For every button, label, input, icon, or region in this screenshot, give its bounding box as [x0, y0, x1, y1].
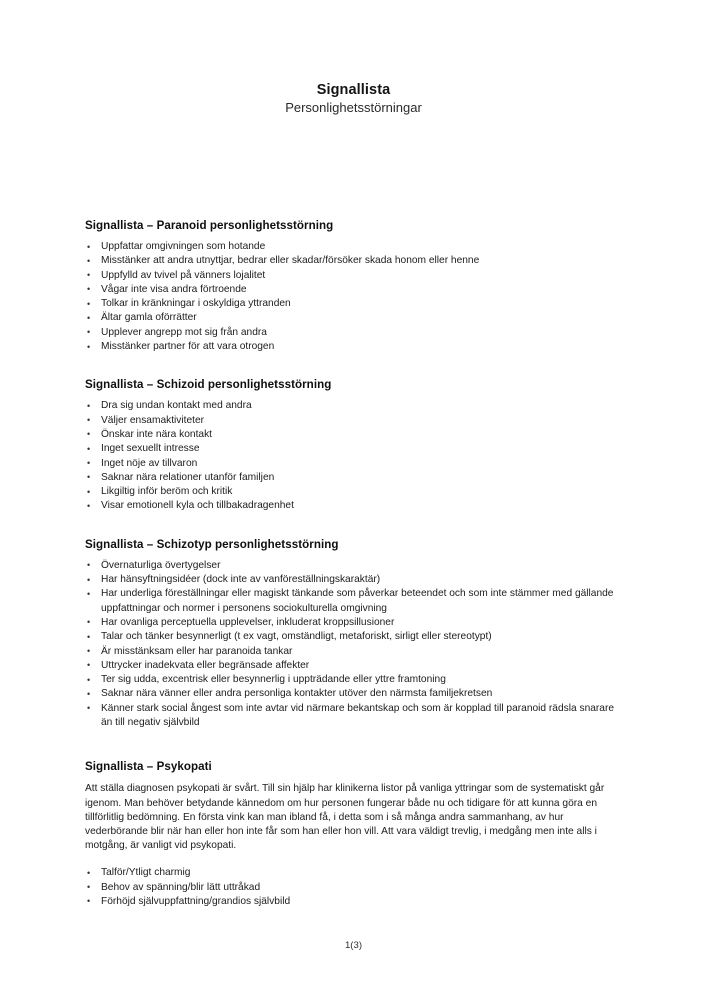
- list-item: • Ter sig udda, excentrisk eller besynnerlig i uppträdande eller yttre framtoning: [85, 673, 625, 687]
- section-psykopati: [85, 760, 625, 909]
- list-item: • Talar och tänker besynnerligt (t ex vagt, omständligt, metaforiskt, sirligt eller stereotypt): [85, 630, 625, 644]
- list-item: • Uppfattar omgivningen som hotande: [85, 240, 625, 254]
- bullet-list: [85, 866, 625, 909]
- list-item: • Har ovanliga perceptuella upplevelser, inkluderat kroppsillusioner: [85, 616, 625, 630]
- bullet-list: [85, 559, 625, 731]
- list-item: • Talför/Ytligt charmig: [85, 866, 625, 880]
- section-heading: Signallista – Psykopati: [85, 760, 212, 774]
- section-paragraph: Att ställa diagnosen psykopati är svårt. Till sin hjälp har klinikerna listor på vanliga yttringar som de systematiskt går igenom. Man behöver betydande kännedom om hur personen fungerar både nu och tidigare för att kunna göra en tillförlitlig bedömning. En första vink kan man ibland få, i detta som i så många andra sammanhang, av hur vederbörande blir när han eller hon inte får som han eller hon vill. Att vara väldigt trevlig, i medgång men inte alls i motgång, är vanligt vid psykopati.: [85, 783, 605, 852]
- list-item: • Är misstänksam eller har paranoida tankar: [85, 645, 625, 659]
- page-footer: [0, 940, 707, 952]
- list-item: • Uttrycker inadekvata eller begränsade affekter: [85, 659, 625, 673]
- paragraph-spacer: [85, 853, 625, 866]
- list-item: • Visar emotionell kyla och tillbakadragenhet: [85, 499, 625, 513]
- document-header: [0, 82, 707, 116]
- list-item: • Likgiltig inför beröm och kritik: [85, 485, 625, 499]
- list-item: • Förhöjd självuppfattning/grandios självbild: [85, 895, 625, 909]
- list-item: • Saknar nära vänner eller andra personliga kontakter utöver den närmsta familjekretsen: [85, 687, 625, 701]
- section-heading: Signallista – Paranoid personlighetsstörning: [85, 219, 334, 232]
- bullet-list: [85, 399, 625, 513]
- list-item: • Har underliga föreställningar eller magiskt tänkande som påverkar beteendet och som inte stämmer med gällande uppfattningar och normer i personens sociokulturella omgivning: [85, 587, 625, 616]
- document-body: [85, 219, 625, 909]
- list-item: • Övernaturliga övertygelser: [85, 559, 625, 573]
- section-paranoid: [85, 219, 625, 354]
- section-heading: Signallista – Schizotyp personlighetsstörning: [85, 537, 339, 551]
- list-item: • Ältar gamla oförrätter: [85, 311, 625, 325]
- list-item: • Vågar inte visa andra förtroende: [85, 283, 625, 297]
- list-item: • Har hänsyftningsidéer (dock inte av vanföreställningskaraktär): [85, 573, 625, 587]
- page-number: 1(3): [344, 940, 363, 951]
- list-item: • Önskar inte nära kontakt: [85, 428, 625, 442]
- document-subtitle: Personlighetsstörningar: [285, 100, 422, 115]
- list-item: • Inget nöje av tillvaron: [85, 457, 625, 471]
- section-schizoid: [85, 378, 625, 513]
- list-item: • Inget sexuellt intresse: [85, 442, 625, 456]
- list-item: • Dra sig undan kontakt med andra: [85, 399, 625, 413]
- list-item: • Misstänker att andra utnyttjar, bedrar eller skadar/försöker skada honom eller henne: [85, 254, 625, 268]
- list-item: • Väljer ensamaktiviteter: [85, 414, 625, 428]
- section-heading: Signallista – Schizoid personlighetsstörning: [85, 378, 332, 392]
- list-item: • Uppfylld av tvivel på vänners lojalitet: [85, 269, 625, 283]
- list-item: • Misstänker partner för att vara otrogen: [85, 340, 625, 354]
- list-item: • Saknar nära relationer utanför familjen: [85, 471, 625, 485]
- document-title: Signallista: [316, 82, 391, 98]
- list-item: • Behov av spänning/blir lätt uttråkad: [85, 881, 625, 895]
- bullet-list: [85, 240, 625, 354]
- list-item: • Känner stark social ångest som inte avtar vid närmare bekantskap och som är kopplad till paranoid rädsla snarare än till negativ självbild: [85, 702, 625, 731]
- list-item: • Upplever angrepp mot sig från andra: [85, 326, 625, 340]
- list-item: • Tolkar in kränkningar i oskyldiga yttranden: [85, 297, 625, 311]
- section-schizotyp: [85, 538, 625, 731]
